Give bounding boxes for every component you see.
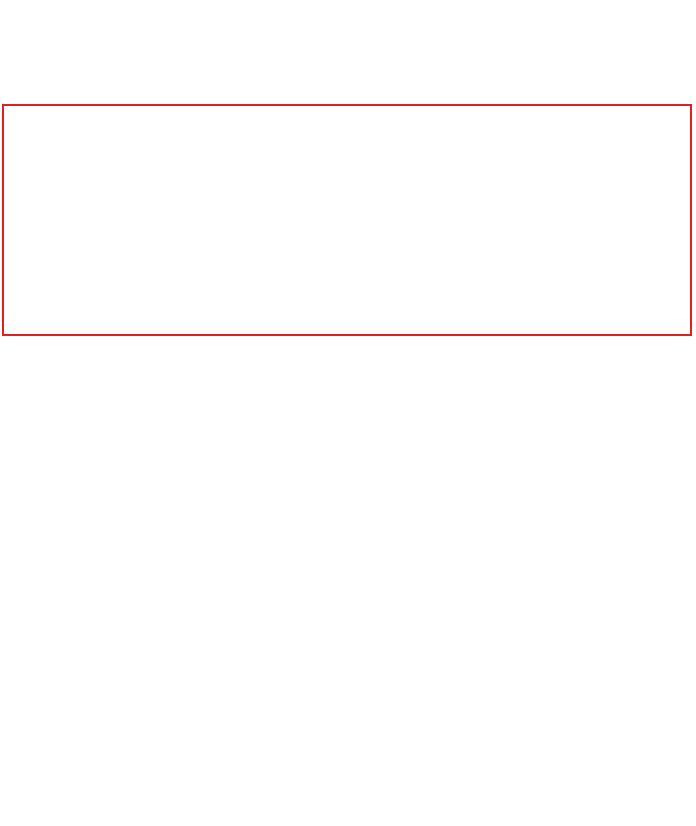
music-highlight-box xyxy=(2,104,692,336)
